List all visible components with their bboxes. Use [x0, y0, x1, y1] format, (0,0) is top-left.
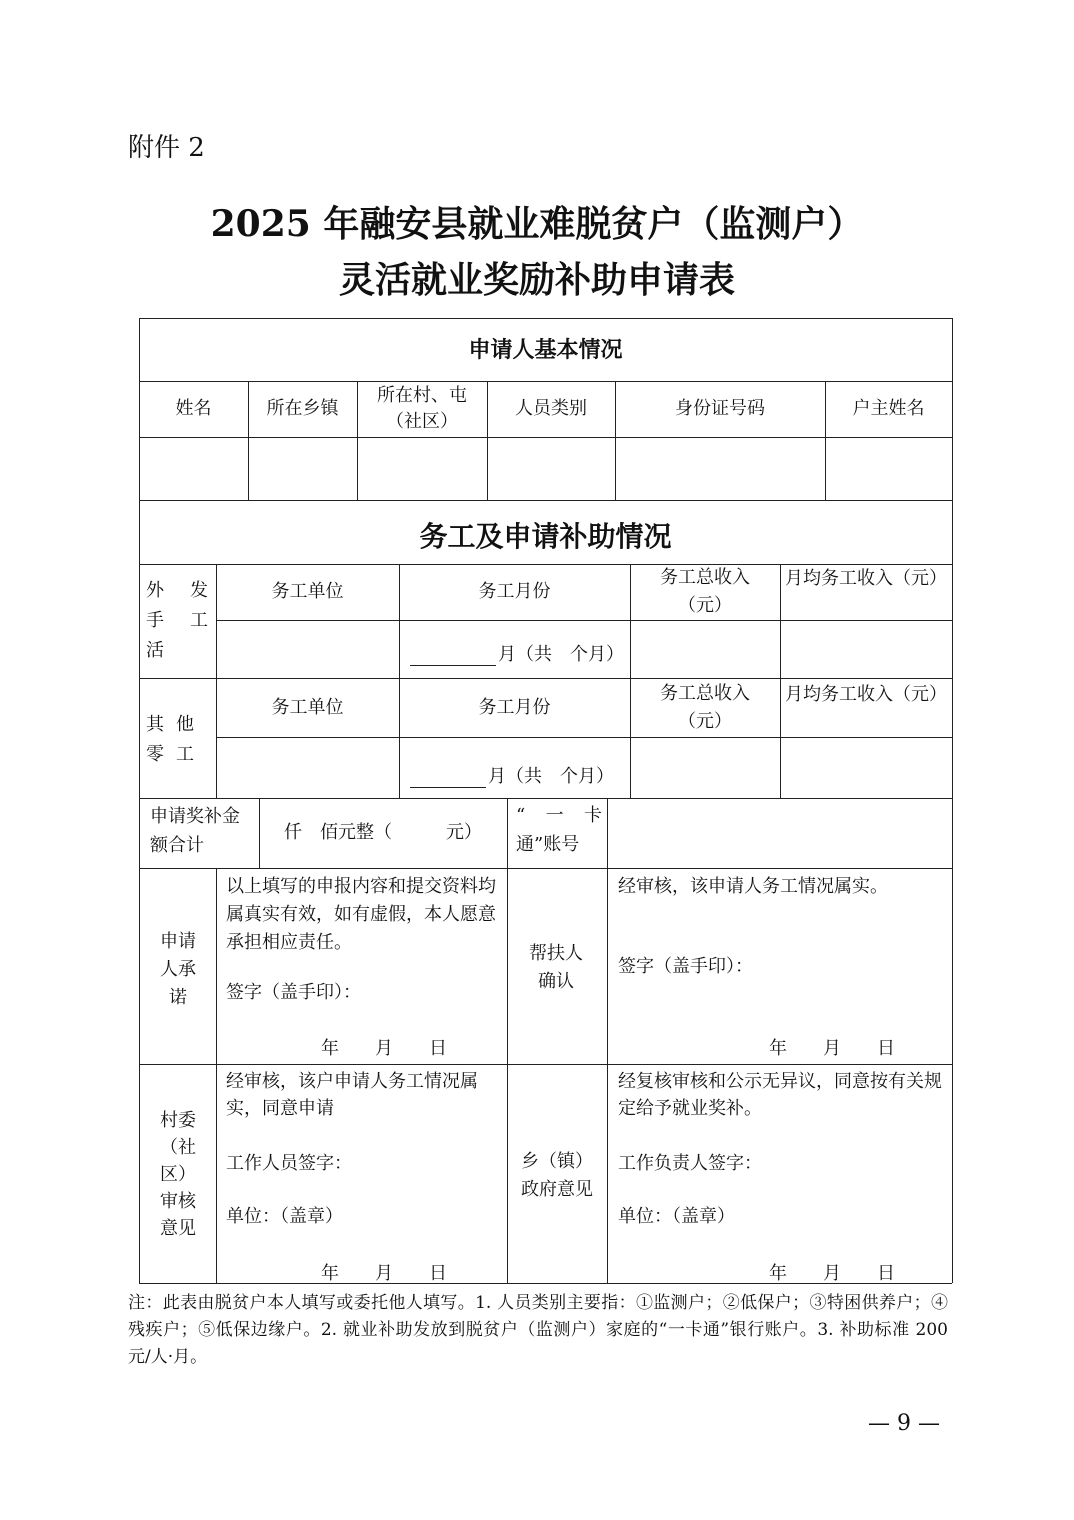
- other-col-avg: 月均务工收入（元）: [785, 684, 947, 705]
- outside-avg-input[interactable]: [781, 621, 951, 677]
- header-village: [357, 381, 487, 437]
- outside-col-total-line1: 务工总收入: [660, 567, 750, 588]
- section-work-subsidy-title: 务工及申请补助情况: [419, 519, 672, 553]
- helper-confirm-label: 帮扶人确认: [529, 943, 583, 992]
- other-col-total: [630, 678, 780, 737]
- applicant-promise-label: 申请人承诺: [160, 931, 196, 1008]
- village-staff-sign-field[interactable]: 工作人员签字：: [226, 1153, 352, 1174]
- village-input-cell[interactable]: [358, 438, 486, 499]
- id-number-input-cell[interactable]: [616, 438, 824, 499]
- village-review-text: 经审核，该户申请人务工情况属实，同意申请: [226, 1071, 478, 1119]
- section-basic-info-title: 申请人基本情况: [468, 336, 623, 363]
- card-account-label: “ 一 卡通”账号: [516, 805, 602, 855]
- category-input-cell[interactable]: [488, 438, 614, 499]
- town-unit-seal-field[interactable]: 单位：（盖章）: [618, 1206, 735, 1227]
- other-month-suffix: 月（共 个月）: [488, 766, 614, 787]
- amount-total-label: 申请奖补金额合计: [150, 806, 240, 856]
- header-village-line1: 所在村、屯: [377, 385, 467, 406]
- other-odd-jobs-label: 其 他 零工: [146, 714, 196, 765]
- other-col-total-line1: 务工总收入: [660, 682, 750, 704]
- applicant-sign-field[interactable]: 签字（盖手印）：: [226, 982, 361, 1003]
- page-number: — 9 —: [868, 1411, 940, 1436]
- outside-month-suffix: 月（共 个月）: [498, 644, 624, 665]
- helper-date: 年 月 日: [769, 1038, 895, 1059]
- form-title-line2: 灵活就业奖励补助申请表: [338, 259, 735, 301]
- other-col-total-line2: （元）: [678, 710, 732, 732]
- amount-value-field[interactable]: 仟 佰元整（ 元）: [284, 822, 482, 843]
- applicant-date: 年 月 日: [321, 1038, 447, 1059]
- town-opinion-text: 经复核审核和公示无异议，同意按有关规定给予就业奖补。: [618, 1071, 942, 1119]
- householder-input-cell[interactable]: [826, 438, 951, 499]
- name-input-cell[interactable]: [140, 438, 247, 499]
- header-id-number: 身份证号码: [675, 398, 765, 419]
- other-col-month: 务工月份: [478, 696, 551, 718]
- header-village-line2: （社区）: [386, 411, 458, 432]
- village-unit-seal-field[interactable]: 单位：（盖章）: [226, 1206, 343, 1227]
- town-government-label: 乡（镇）政府意见: [521, 1151, 593, 1200]
- outside-unit-input[interactable]: [217, 621, 398, 677]
- other-avg-input[interactable]: [781, 738, 951, 797]
- township-input-cell[interactable]: [249, 438, 356, 499]
- other-col-unit: 务工单位: [271, 696, 344, 718]
- outside-handwork-label: 外 发 手 工 活: [146, 580, 210, 661]
- applicant-promise-text: 以上填写的申报内容和提交资料均属真实有效，如有虚假，本人愿意承担相应责任。: [226, 876, 496, 953]
- village-review-label: 村委（社区）审核意见: [160, 1109, 196, 1239]
- header-township: 所在乡镇: [266, 398, 339, 419]
- other-unit-input[interactable]: [217, 738, 398, 797]
- header-householder: 户主姓名: [852, 398, 925, 419]
- other-month-input[interactable]: [410, 762, 614, 788]
- village-date: 年 月 日: [321, 1263, 447, 1284]
- header-name: 姓名: [175, 398, 212, 419]
- outside-month-input[interactable]: [410, 640, 624, 666]
- other-total-input[interactable]: [631, 738, 779, 797]
- form-footnote: 注：此表由脱贫户本人填写或委托他人填写。1. 人员类别主要指：①监测户；②低保户；③特困供养户；④残疾户；⑤低保边缘户。2. 就业补助发放到脱贫户（监测户）家庭的“一卡通”银行账户。3. 补助标准 200 元/人·月。: [128, 1293, 948, 1367]
- town-date: 年 月 日: [769, 1263, 895, 1284]
- helper-sign-field[interactable]: 签字（盖手印）：: [618, 956, 753, 977]
- attachment-label: 附件 2: [128, 133, 205, 163]
- outside-total-input[interactable]: [631, 621, 779, 677]
- outside-col-total: [630, 564, 780, 620]
- outside-col-avg: 月均务工收入（元）: [785, 568, 947, 589]
- outside-col-total-line2: （元）: [678, 595, 732, 616]
- helper-confirm-text: 经审核，该申请人务工情况属实。: [618, 876, 888, 897]
- outside-col-unit: 务工单位: [271, 581, 344, 602]
- form-title-line1: 2025 年融安县就业难脱贫户（监测户）: [210, 203, 864, 245]
- card-account-input[interactable]: [608, 799, 951, 867]
- outside-col-month: 务工月份: [478, 581, 551, 602]
- town-leader-sign-field[interactable]: 工作负责人签字：: [618, 1153, 762, 1174]
- header-person-category: 人员类别: [515, 398, 587, 419]
